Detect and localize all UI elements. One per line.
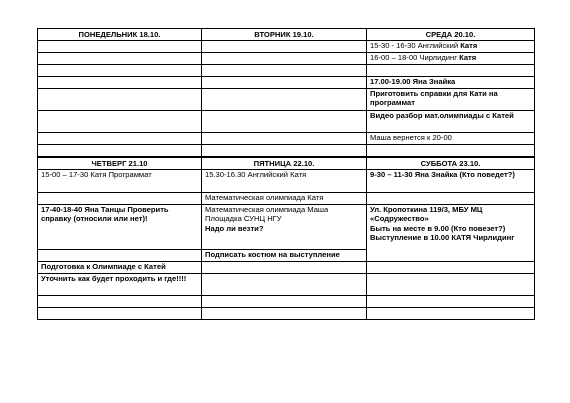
table-row (38, 170, 535, 193)
table-row (38, 193, 535, 205)
wed-english-cell (367, 41, 535, 53)
cell (202, 133, 367, 145)
wed-cheer-name: Катя (459, 53, 477, 62)
week2-table (37, 157, 535, 320)
table-row (38, 111, 535, 133)
cell (202, 65, 367, 77)
cell (38, 53, 202, 65)
cell (202, 296, 367, 308)
sat-address-text: Ул. Кропоткина 119/3, МБУ МЦ «Содружество» (370, 205, 483, 224)
fri-costume-cell: Подписать костюм на выступление (202, 250, 367, 262)
monday-header: ПОНЕДЕЛЬНИК 18.10. (38, 29, 202, 41)
thu-programmat-cell: 15-00 – 17-30 Катя Программат (38, 170, 202, 193)
sat-performance-cell (367, 205, 535, 262)
cell (367, 274, 535, 296)
cell (38, 89, 202, 111)
cell (202, 111, 367, 133)
table-row (38, 262, 535, 274)
cell (202, 53, 367, 65)
thu-dance-cell: 17-40-18-40 Яна Танцы Проверить справку (относили или нет)! (38, 205, 202, 250)
fri-venue-text: Площадка СУНЦ НГУ (205, 214, 282, 224)
cell (202, 77, 367, 89)
cell (202, 274, 367, 296)
cell (202, 145, 367, 157)
wed-certificates-cell: Приготовить справки для Кати на программат (367, 89, 535, 111)
cell (367, 145, 535, 157)
table-row (38, 89, 535, 111)
cell (38, 65, 202, 77)
tuesday-header: ВТОРНИК 19.10. (202, 29, 367, 41)
table-row (38, 205, 535, 250)
cell (367, 65, 535, 77)
cell (202, 89, 367, 111)
cell (202, 308, 367, 320)
wed-english-text: 15-30 - 16-30 Английский (370, 41, 461, 50)
cell (38, 145, 202, 157)
friday-header: ПЯТНИЦА 22.10. (202, 158, 367, 170)
thu-clarify-cell: Уточнить как будет проходить и где!!!! (38, 274, 202, 296)
wed-cheer-cell (367, 53, 535, 65)
table-row (38, 53, 535, 65)
cell (38, 250, 202, 262)
cell (38, 296, 202, 308)
fri-olympiad-masha-text: Математическая олимпиада Маша (205, 205, 329, 214)
cell (367, 308, 535, 320)
cell (367, 262, 535, 274)
cell (38, 133, 202, 145)
wed-cheer-text: 16-00 – 18-00 Чирлидинг (370, 53, 460, 62)
cell (202, 41, 367, 53)
sat-performance-text: Выступление в 10.00 КАТЯ Чирлидинг (370, 233, 515, 243)
table-row (38, 29, 535, 41)
fri-olympiad-katya-cell: Математическая олимпиада Катя (202, 193, 367, 205)
saturday-header: СУББОТА 23.10. (367, 158, 535, 170)
wed-yana-cell: 17.00-19.00 Яна Знайка (367, 77, 535, 89)
wed-masha-cell: Маша вернется к 20-00 (367, 133, 535, 145)
cell (38, 77, 202, 89)
table-row (38, 274, 535, 296)
cell (38, 111, 202, 133)
sat-arrival-text: Быть на месте в 9.00 (Кто повезет?) (370, 223, 506, 233)
cell (367, 193, 535, 205)
thursday-header: ЧЕТВЕРГ 21.10 (38, 158, 202, 170)
table-row (38, 158, 535, 170)
table-row (38, 41, 535, 53)
table-row (38, 145, 535, 157)
cell (38, 193, 202, 205)
wed-video-cell: Видео разбор мат.олимпиады с Катей (367, 111, 535, 133)
week1-table (37, 28, 535, 157)
wednesday-header: СРЕДА 20.10. (367, 29, 535, 41)
fri-drive-question: Надо ли везти? (205, 223, 264, 233)
cell (38, 41, 202, 53)
wed-english-name: Катя (460, 41, 478, 50)
sat-yana-cell: 9-30 – 11-30 Яна Знайка (Кто поведет?) (367, 170, 535, 193)
fri-english-cell: 15.30-16.30 Английский Катя (202, 170, 367, 193)
cell (367, 296, 535, 308)
fri-olympiad-masha-cell (202, 205, 367, 250)
cell (38, 308, 202, 320)
thu-olympiad-prep-cell: Подготовка к Олимпиаде с Катей (38, 262, 202, 274)
table-row (38, 296, 535, 308)
table-row (38, 308, 535, 320)
table-row (38, 133, 535, 145)
cell (202, 262, 367, 274)
table-row (38, 65, 535, 77)
table-row (38, 77, 535, 89)
